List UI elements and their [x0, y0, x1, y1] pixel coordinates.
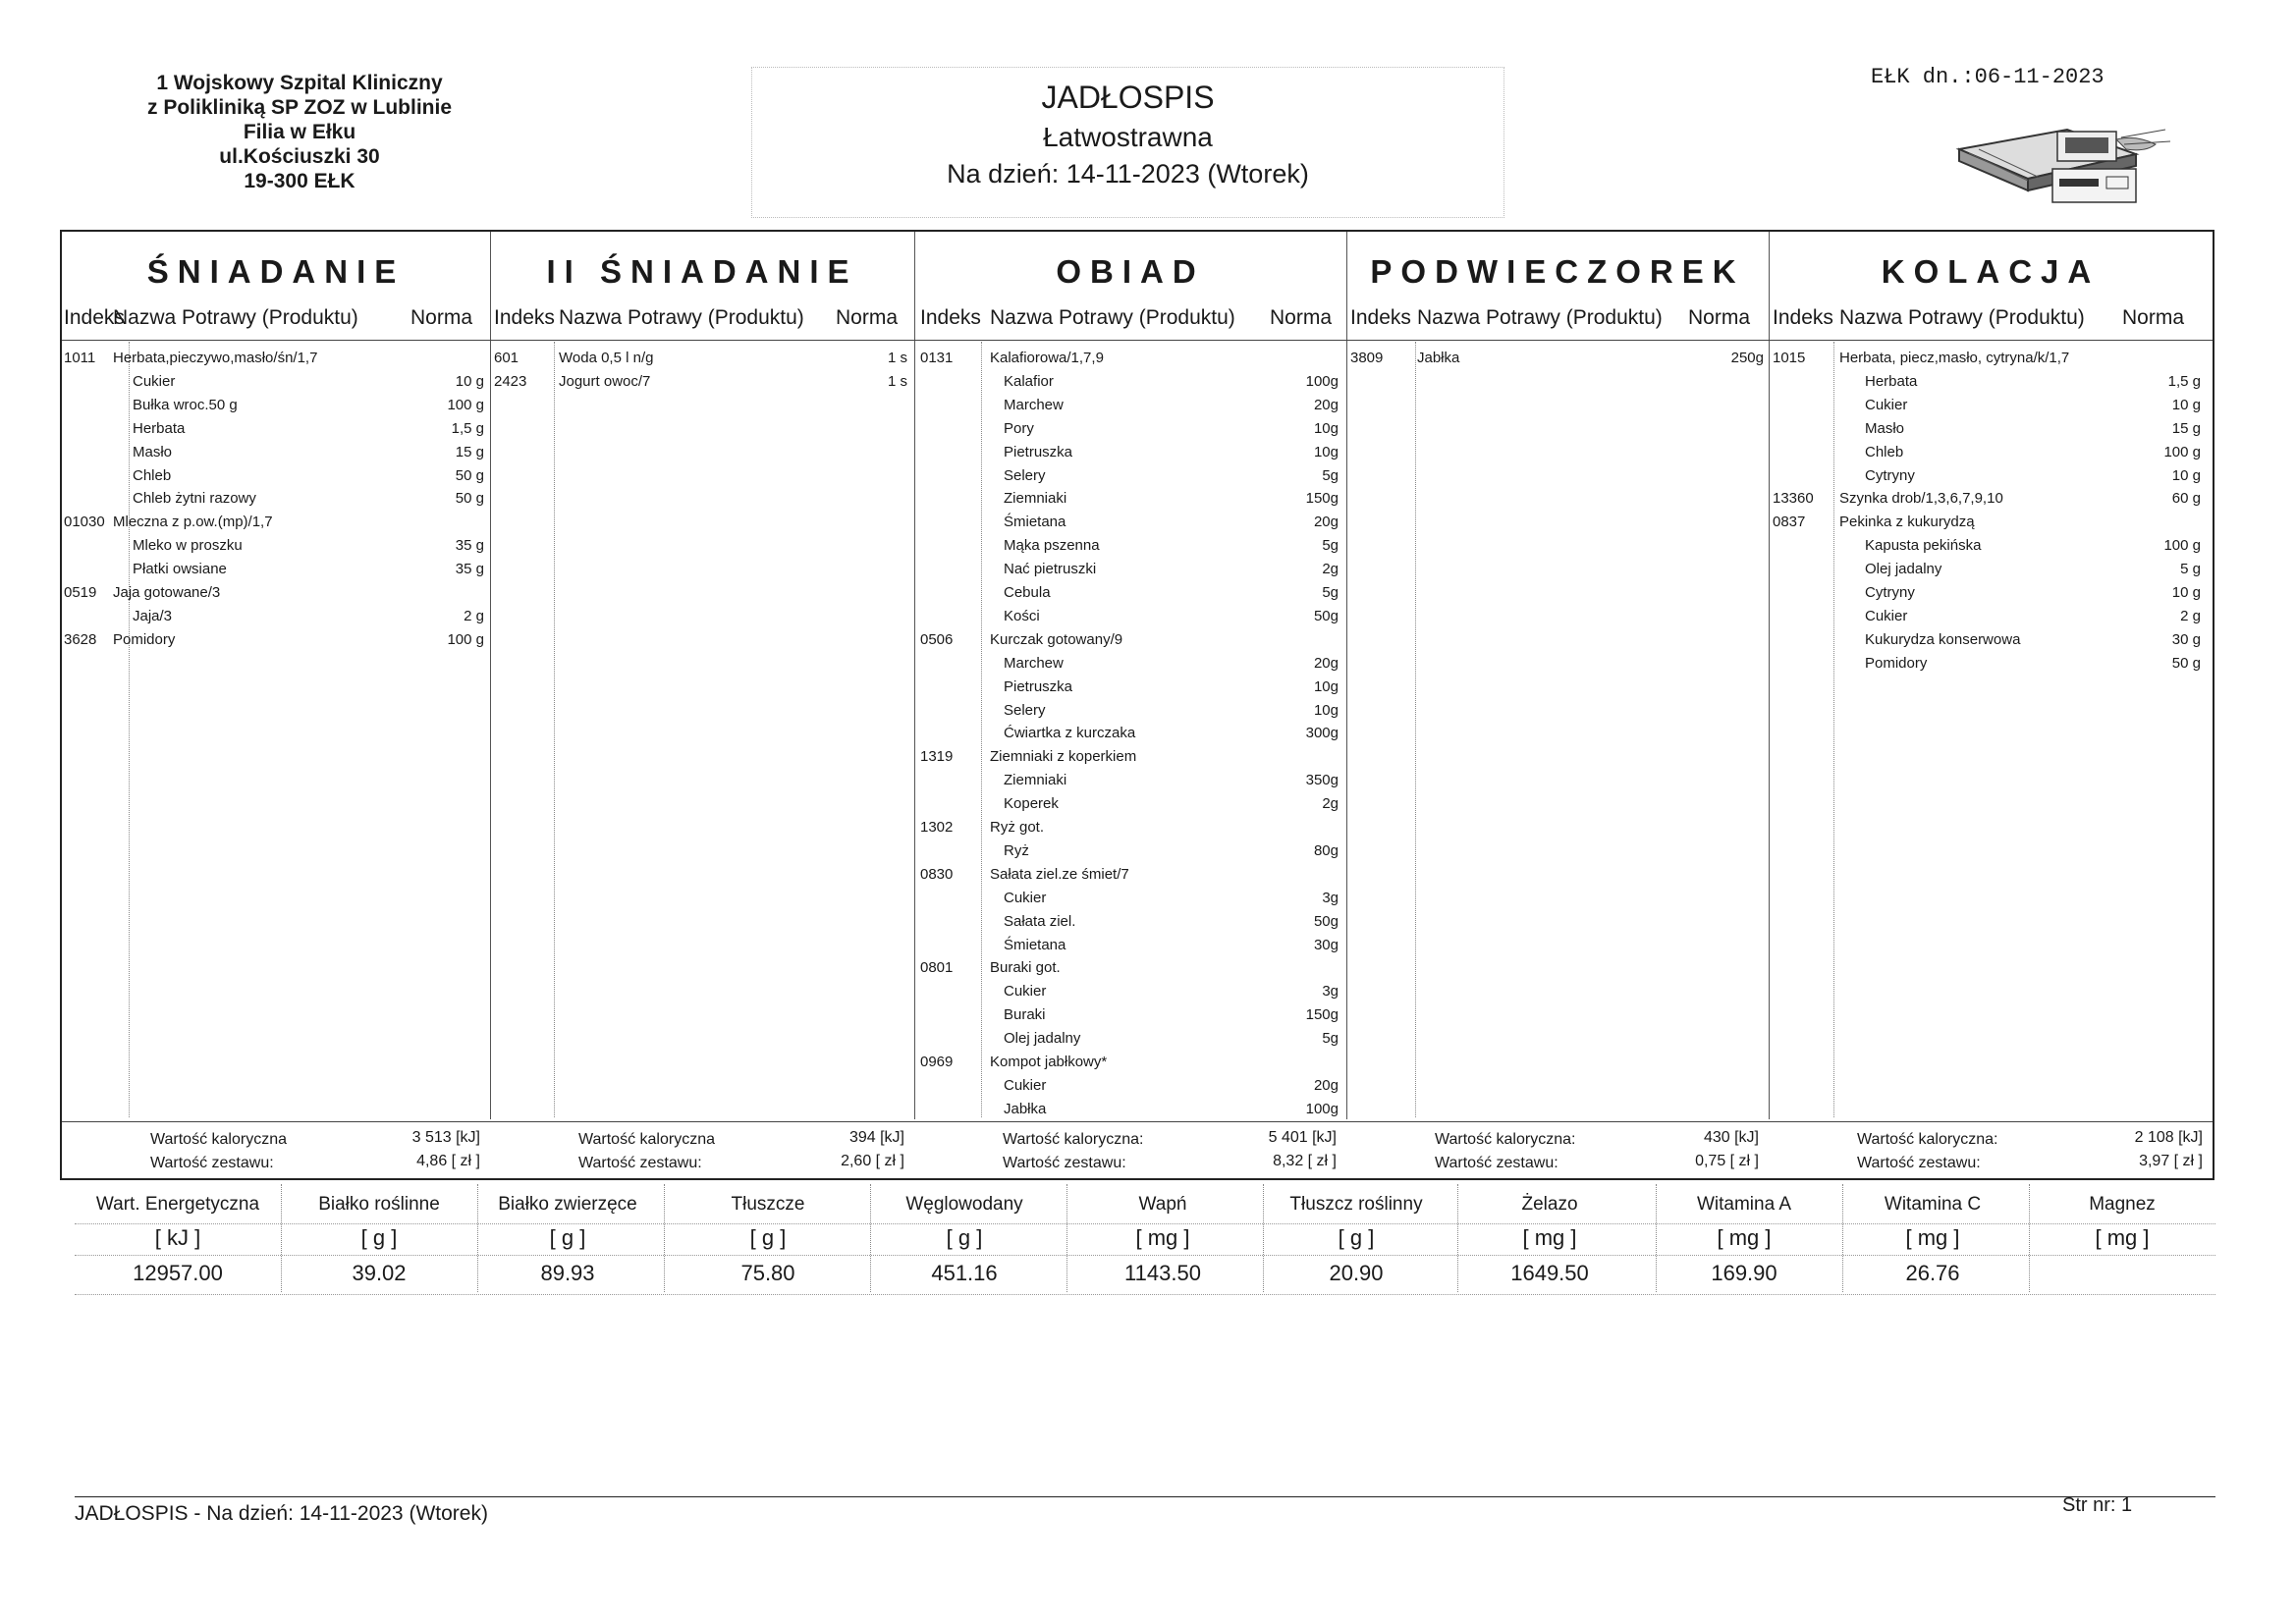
calorie-value: 394 [kJ] — [848, 1129, 904, 1146]
item-index: 3809 — [1350, 350, 1384, 366]
ingredient-name: Jabłka — [1004, 1100, 1047, 1117]
item-norm: 10 g — [2171, 396, 2201, 413]
calorie-value: 430 [kJ] — [1703, 1129, 1759, 1146]
footer-date: JADŁOSPIS - Na dzień: 14-11-2023 (Wtorek) — [75, 1502, 488, 1525]
calorie-label: Wartość kaloryczna — [150, 1131, 287, 1148]
header-divider — [62, 340, 2213, 341]
ingredient-name: Cukier — [1004, 1076, 1047, 1094]
item-norm: 15 g — [2171, 419, 2201, 437]
item-norm: 5g — [1322, 1030, 1339, 1048]
issue-date: EŁK dn.:06-11-2023 — [1871, 65, 2105, 89]
item-norm: 100 g — [447, 396, 484, 413]
dish-name: Ryż got. — [990, 819, 1045, 836]
item-norm: 250g — [1730, 350, 1764, 366]
item-norm: 1,5 g — [451, 419, 484, 437]
ingredient-name: Cukier — [1865, 607, 1908, 624]
menu-date: Na dzień: 14-11-2023 (Wtorek) — [947, 159, 1309, 189]
ingredient-name: Pietruszka — [1004, 677, 1073, 695]
item-norm: 2 g — [464, 607, 484, 624]
dish-name: Buraki got. — [990, 959, 1061, 977]
item-norm: 100 g — [447, 630, 484, 648]
ingredient-name: Kalafior — [1004, 372, 1054, 390]
ingredient-name: Pietruszka — [1004, 443, 1073, 460]
item-index: 13360 — [1773, 490, 1814, 508]
item-index: 1011 — [64, 350, 96, 366]
nutrient-unit: [ g ] — [1338, 1225, 1375, 1250]
column-header-name: Nazwa Potrawy (Produktu) — [1839, 306, 2085, 329]
index-column-divider — [1833, 342, 1834, 1117]
ingredient-name: Chleb — [133, 466, 172, 484]
item-norm: 5g — [1322, 466, 1339, 484]
ingredient-name: Cukier — [1865, 396, 1908, 413]
nutrient-unit: [ mg ] — [2095, 1225, 2150, 1250]
ingredient-name: Śmietana — [1004, 514, 1066, 531]
dish-name: Pomidory — [113, 630, 176, 648]
item-norm: 80g — [1313, 841, 1339, 859]
ingredient-name: Ćwiartka z kurczaka — [1004, 725, 1136, 742]
item-norm: 3g — [1322, 889, 1339, 906]
ingredient-name: Buraki — [1004, 1006, 1046, 1024]
dish-name: Pekinka z kukurydzą — [1839, 514, 1975, 531]
calorie-value: 2 108 [kJ] — [2134, 1129, 2203, 1146]
page-title: JADŁOSPIS — [1041, 80, 1215, 115]
nutrient-value: 1143.50 — [1124, 1261, 1201, 1285]
index-column-divider — [554, 342, 555, 1117]
item-index: 0801 — [920, 959, 954, 977]
cost-label: Wartość zestawu: — [1003, 1155, 1126, 1171]
item-norm: 1,5 g — [2167, 372, 2201, 390]
column-header-norm: Norma — [2122, 306, 2185, 329]
item-norm: 50g — [1313, 912, 1339, 930]
nutrient-value: 451.16 — [931, 1261, 998, 1285]
ingredient-name: Cukier — [133, 372, 176, 390]
item-norm: 50 g — [455, 466, 484, 484]
column-header-norm: Norma — [1270, 306, 1333, 329]
column-header-norm: Norma — [836, 306, 899, 329]
ingredient-name: Marchew — [1004, 654, 1064, 672]
nutrient-label: Białko roślinne — [318, 1194, 440, 1215]
ingredient-name: Pory — [1004, 419, 1034, 437]
item-norm: 5 g — [2180, 561, 2201, 578]
item-norm: 2g — [1322, 795, 1339, 813]
menu-table — [60, 230, 2214, 1180]
item-norm: 50g — [1313, 607, 1339, 624]
footer-divider — [75, 1496, 2215, 1497]
column-header-name: Nazwa Potrawy (Produktu) — [990, 306, 1235, 329]
ingredient-name: Nać pietruszki — [1004, 561, 1097, 578]
ingredient-name: Masło — [133, 443, 173, 460]
hospital-line: Filia w Ełku — [243, 121, 356, 143]
ingredient-name: Ryż — [1004, 841, 1029, 859]
calorie-label: Wartość kaloryczna — [578, 1131, 715, 1148]
item-index: 0519 — [64, 584, 97, 601]
meal-title: ŚNIADANIE — [146, 253, 406, 290]
column-header-index: Indeks — [920, 306, 981, 329]
item-index: 2423 — [494, 372, 527, 390]
nutrient-value: 169.90 — [1711, 1261, 1777, 1285]
dish-name: Woda 0,5 l n/g — [559, 350, 654, 366]
item-norm: 5g — [1322, 537, 1339, 555]
nutrient-row-divider — [75, 1223, 2215, 1224]
nutrient-label: Magnez — [2089, 1194, 2156, 1215]
nutrient-row-divider — [75, 1255, 2215, 1256]
nutrient-unit: [ kJ ] — [154, 1225, 201, 1250]
cost-value: 2,60 [ zł ] — [841, 1153, 904, 1169]
item-norm: 10g — [1313, 443, 1339, 460]
meal-title: PODWIECZOREK — [1370, 253, 1745, 290]
ingredient-name: Sałata ziel. — [1004, 912, 1076, 930]
summary-divider — [62, 1121, 2213, 1122]
nutrient-value: 89.93 — [540, 1261, 595, 1285]
section-divider — [1346, 232, 1347, 1119]
calorie-label: Wartość kaloryczna: — [1003, 1131, 1144, 1148]
item-norm: 20g — [1313, 654, 1339, 672]
nutrient-value: 75.80 — [740, 1261, 795, 1285]
dish-name: Jabłka — [1417, 350, 1460, 366]
hospital-line: 1 Wojskowy Szpital Kliniczny — [156, 72, 443, 94]
nutrient-value: 26.76 — [1905, 1261, 1960, 1285]
meal-header-2 — [914, 232, 1346, 340]
item-norm: 20g — [1313, 396, 1339, 413]
dish-name: Herbata, piecz,masło, cytryna/k/1,7 — [1839, 350, 2070, 366]
calorie-label: Wartość kaloryczna: — [1435, 1131, 1576, 1148]
item-norm: 50 g — [2171, 654, 2201, 672]
column-header-name: Nazwa Potrawy (Produktu) — [1417, 306, 1663, 329]
item-norm: 5g — [1322, 584, 1339, 601]
nutrient-unit: [ mg ] — [1135, 1225, 1190, 1250]
ingredient-name: Cukier — [1004, 983, 1047, 1001]
item-norm: 100 g — [2163, 443, 2201, 460]
hospital-line: ul.Kościuszki 30 — [219, 145, 380, 168]
item-index: 0131 — [920, 350, 954, 366]
dish-name: Sałata ziel.ze śmiet/7 — [990, 865, 1129, 883]
ingredient-name: Śmietana — [1004, 936, 1066, 953]
dish-name: Mleczna z p.ow.(mp)/1,7 — [113, 514, 273, 531]
dish-name: Kurczak gotowany/9 — [990, 630, 1123, 648]
item-norm: 10g — [1313, 701, 1339, 719]
section-divider — [490, 232, 491, 1119]
column-header-name: Nazwa Potrawy (Produktu) — [113, 306, 358, 329]
dish-name: Ziemniaki z koperkiem — [990, 748, 1137, 766]
ingredient-name: Koperek — [1004, 795, 1059, 813]
item-norm: 15 g — [455, 443, 484, 460]
item-norm: 10g — [1313, 677, 1339, 695]
hospital-line: z Polikliniką SP ZOZ w Lublinie — [147, 96, 452, 119]
item-norm: 1 s — [887, 350, 907, 366]
cost-value: 3,97 [ zł ] — [2139, 1153, 2203, 1169]
section-divider — [914, 232, 915, 1119]
item-index: 0969 — [920, 1054, 954, 1070]
calorie-label: Wartość kaloryczna: — [1857, 1131, 1998, 1148]
meal-title: KOLACJA — [1881, 253, 2101, 290]
ingredient-name: Chleb — [1865, 443, 1904, 460]
item-norm: 20g — [1313, 1076, 1339, 1094]
meal-header-0 — [62, 232, 490, 340]
item-index: 3628 — [64, 630, 97, 648]
nutrient-unit: [ mg ] — [1717, 1225, 1772, 1250]
calorie-value: 5 401 [kJ] — [1268, 1129, 1337, 1146]
column-header-name: Nazwa Potrawy (Produktu) — [559, 306, 804, 329]
cost-value: 8,32 [ zł ] — [1273, 1153, 1337, 1169]
ingredient-name: Herbata — [133, 419, 186, 437]
nutrient-value: 1649.50 — [1510, 1261, 1589, 1285]
nutrient-label: Żelazo — [1521, 1194, 1578, 1215]
ingredient-name: Płatki owsiane — [133, 561, 227, 578]
item-norm: 60 g — [2171, 490, 2201, 508]
hospital-address — [118, 71, 481, 193]
ingredient-name: Selery — [1004, 466, 1046, 484]
ingredient-name: Ziemniaki — [1004, 490, 1067, 508]
nutrient-unit: [ g ] — [549, 1225, 586, 1250]
item-norm: 2g — [1322, 561, 1339, 578]
item-norm: 150g — [1305, 1006, 1339, 1024]
nutrient-unit: [ g ] — [749, 1225, 787, 1250]
ingredient-name: Bułka wroc.50 g — [133, 396, 238, 413]
cost-label: Wartość zestawu: — [578, 1155, 702, 1171]
item-norm: 300g — [1305, 725, 1339, 742]
item-norm: 10g — [1313, 419, 1339, 437]
item-index: 01030 — [64, 514, 105, 531]
item-norm: 20g — [1313, 514, 1339, 531]
item-norm: 350g — [1305, 772, 1339, 789]
ingredient-name: Kości — [1004, 607, 1040, 624]
index-column-divider — [981, 342, 982, 1117]
ingredient-name: Ziemniaki — [1004, 772, 1067, 789]
item-norm: 2 g — [2180, 607, 2201, 624]
meal-header-1 — [490, 232, 914, 340]
ingredient-name: Cukier — [1004, 889, 1047, 906]
dish-name: Szynka drob/1,3,6,7,9,10 — [1839, 490, 2003, 508]
column-header-index: Indeks — [1773, 306, 1833, 329]
item-norm: 150g — [1305, 490, 1339, 508]
ingredient-name: Chleb żytni razowy — [133, 490, 256, 508]
cost-label: Wartość zestawu: — [1435, 1155, 1558, 1171]
index-column-divider — [129, 342, 130, 1117]
nutrient-unit: [ g ] — [360, 1225, 398, 1250]
ingredient-name: Marchew — [1004, 396, 1064, 413]
index-column-divider — [1415, 342, 1416, 1117]
ingredient-name: Pomidory — [1865, 654, 1928, 672]
meal-title: II ŚNIADANIE — [546, 253, 858, 290]
cost-value: 4,86 [ zł ] — [416, 1153, 480, 1169]
item-norm: 10 g — [2171, 584, 2201, 601]
section-divider — [1769, 232, 1770, 1119]
nutrient-value: 12957.00 — [133, 1261, 223, 1285]
ingredient-name: Jaja/3 — [133, 607, 173, 624]
printer-with-book-icon — [1949, 110, 2175, 213]
ingredient-name: Olej jadalny — [1865, 561, 1942, 578]
item-norm: 35 g — [455, 537, 484, 555]
item-norm: 10 g — [455, 372, 484, 390]
dish-name: Kalafiorowa/1,7,9 — [990, 350, 1104, 366]
nutrient-unit: [ g ] — [946, 1225, 983, 1250]
dish-name: Jogurt owoc/7 — [559, 372, 651, 390]
ingredient-name: Herbata — [1865, 372, 1918, 390]
nutrition-summary — [75, 1184, 2215, 1302]
ingredient-name: Kukurydza konserwowa — [1865, 630, 2021, 648]
item-norm: 100g — [1305, 372, 1339, 390]
cost-label: Wartość zestawu: — [1857, 1155, 1981, 1171]
diet-name: Łatwostrawna — [1043, 122, 1213, 152]
ingredient-name: Masło — [1865, 419, 1905, 437]
page-number: Str nr: 1 — [2062, 1494, 2133, 1516]
column-header-norm: Norma — [410, 306, 473, 329]
column-header-index: Indeks — [1350, 306, 1411, 329]
calorie-value: 3 513 [kJ] — [411, 1129, 480, 1146]
nutrient-label: Wapń — [1138, 1194, 1187, 1215]
column-header-index: Indeks — [494, 306, 555, 329]
item-norm: 100 g — [2163, 537, 2201, 555]
ingredient-name: Cytryny — [1865, 466, 1915, 484]
nutrient-unit: [ mg ] — [1522, 1225, 1577, 1250]
nutrient-label: Tłuszcze — [731, 1194, 805, 1215]
nutrient-label: Witamina A — [1696, 1194, 1792, 1215]
ingredient-name: Cytryny — [1865, 584, 1915, 601]
item-norm: 50 g — [455, 490, 484, 508]
nutrient-row-divider — [75, 1294, 2215, 1295]
nutrient-unit: [ mg ] — [1905, 1225, 1960, 1250]
item-norm: 1 s — [887, 372, 907, 390]
ingredient-name: Olej jadalny — [1004, 1030, 1081, 1048]
dish-name: Herbata,pieczywo,masło/śn/1,7 — [113, 350, 318, 366]
ingredient-name: Selery — [1004, 701, 1046, 719]
meal-header-3 — [1346, 232, 1769, 340]
nutrient-value: 39.02 — [352, 1261, 407, 1285]
item-index: 0506 — [920, 630, 954, 648]
meal-title: OBIAD — [1056, 253, 1205, 290]
item-norm: 3g — [1322, 983, 1339, 1001]
ingredient-name: Kapusta pekińska — [1865, 537, 1982, 555]
nutrient-label: Wart. Energetyczna — [95, 1194, 260, 1215]
ingredient-name: Cebula — [1004, 584, 1051, 601]
nutrient-label: Tłuszcz roślinny — [1289, 1194, 1423, 1215]
nutrient-label: Witamina C — [1884, 1194, 1982, 1215]
title-box — [751, 67, 1504, 218]
item-index: 1302 — [920, 819, 954, 836]
item-norm: 35 g — [455, 561, 484, 578]
item-index: 1015 — [1773, 350, 1806, 366]
dish-name: Jaja gotowane/3 — [113, 584, 221, 601]
dish-name: Kompot jabłkowy* — [990, 1054, 1108, 1070]
hospital-line: 19-300 EŁK — [244, 170, 355, 192]
item-index: 1319 — [920, 748, 954, 766]
item-norm: 10 g — [2171, 466, 2201, 484]
nutrient-value: 20.90 — [1329, 1261, 1384, 1285]
column-header-norm: Norma — [1688, 306, 1751, 329]
item-index: 601 — [494, 350, 519, 366]
item-norm: 30g — [1313, 936, 1339, 953]
item-index: 0830 — [920, 865, 954, 883]
column-header-index: Indeks — [64, 306, 125, 329]
cost-label: Wartość zestawu: — [150, 1155, 274, 1171]
item-index: 0837 — [1773, 514, 1806, 531]
ingredient-name: Mąka pszenna — [1004, 537, 1100, 555]
item-norm: 30 g — [2171, 630, 2201, 648]
nutrient-label: Białko zwierzęce — [498, 1194, 637, 1215]
item-norm: 100g — [1305, 1100, 1339, 1117]
nutrient-label: Węglowodany — [905, 1194, 1023, 1215]
meal-header-4 — [1769, 232, 2213, 340]
ingredient-name: Mleko w proszku — [133, 537, 243, 555]
cost-value: 0,75 [ zł ] — [1695, 1153, 1759, 1169]
